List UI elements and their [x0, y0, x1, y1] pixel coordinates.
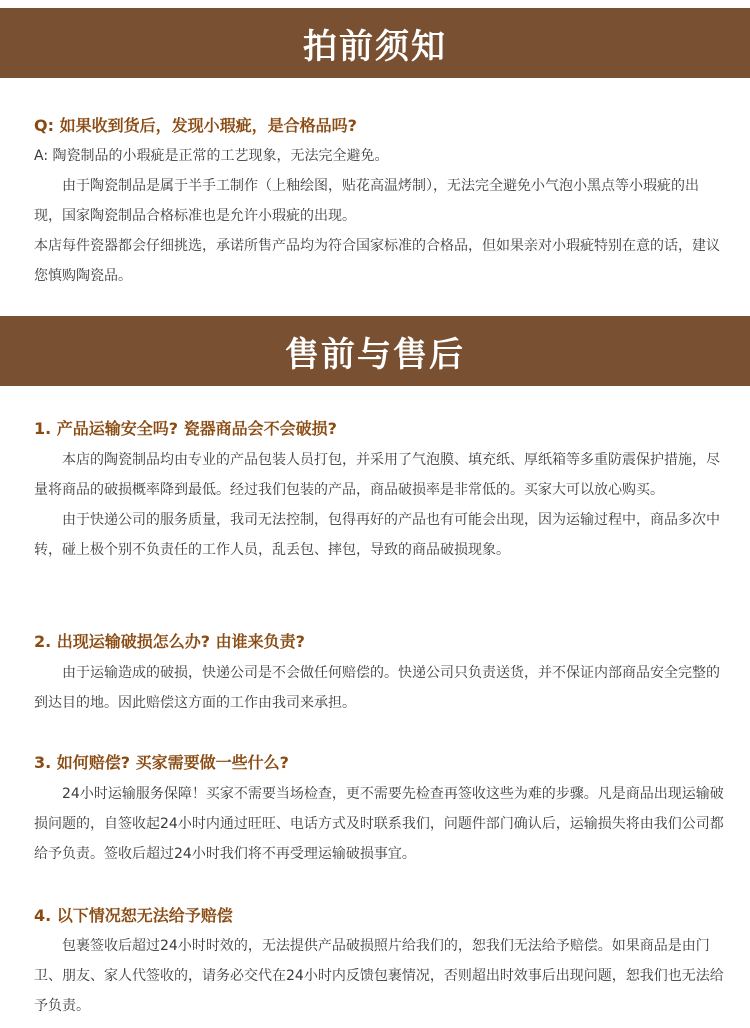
notice-section [34, 115, 724, 291]
faq-question: 2. 出现运输破损怎么办? 由谁来负责? [34, 632, 305, 651]
notice-paragraph: 本店每件瓷器都会仔细挑选，承诺所售产品均为符合国家标准的合格品，但如果亲对小瑕疵特别在意的话，建议您慎购陶瓷品。 [34, 238, 720, 284]
faq-paragraph: 本店的陶瓷制品均由专业的产品包装人员打包，并采用了气泡膜、填充纸、厚纸箱等多重防震保护措施，尽量将商品的破损概率降到最低。经过我们包装的产品，商品破损率是非常低的。买家大可以放心购买。 [34, 452, 720, 498]
faq-question: 3. 如何赔偿? 买家需要做一些什么? [34, 753, 289, 772]
faq-paragraph: 由于运输造成的破损，快递公司是不会做任何赔偿的。快递公司只负责送货，并不保证内部商品安全完整的到达目的地。因此赔偿这方面的工作由我司来承担。 [34, 665, 720, 711]
notice-title: 拍前须知 [303, 26, 447, 67]
notice-question: Q: 如果收到货后，发现小瑕疵，是合格品吗? [34, 116, 357, 135]
service-title: 售前与售后 [285, 334, 465, 375]
notice-answer-lead: A: 陶瓷制品的小瑕疵是正常的工艺现象，无法完全避免。 [34, 148, 389, 164]
faq-paragraph: 包裹签收后超过24小时时效的，无法提供产品破损照片给我们的，恕我们无法给予赔偿。如果商品是由门卫、朋友、家人代签收的，请务必交代在24小时内反馈包裹情况，否则超出时效事后出现问题，恕我们也无法给予负责。 [34, 938, 724, 1014]
service-banner [0, 316, 750, 386]
faq-item [34, 631, 724, 718]
faq-paragraph: 24小时运输服务保障！买家不需要当场检查，更不需要先检查再签收这些为难的步骤。凡是商品出现运输破损问题的，自签收起24小时内通过旺旺、电话方式及时联系我们，问题件部门确认后，运输损失将由我们公司都给予负责。签收后超过24小时我们将不再受理运输破损事宜。 [34, 786, 724, 862]
faq-item [34, 752, 724, 869]
faq-paragraph: 由于快递公司的服务质量，我司无法控制，包得再好的产品也有可能会出现，因为运输过程中，商品多次中转，碰上极个别不负责任的工作人员，乱丢包、摔包，导致的商品破损现象。 [34, 512, 720, 558]
notice-paragraph: 由于陶瓷制品是属于半手工制作（上釉绘图，贴花高温烤制），无法完全避免小气泡小黑点等小瑕疵的出现，国家陶瓷制品合格标准也是允许小瑕疵的出现。 [34, 178, 699, 224]
notice-banner [0, 8, 750, 78]
faq-question: 4. 以下情况恕无法给予赔偿 [34, 906, 233, 925]
faq-item [34, 905, 724, 1021]
faq-item [34, 418, 724, 565]
faq-question: 1. 产品运输安全吗? 瓷器商品会不会破损? [34, 419, 337, 438]
